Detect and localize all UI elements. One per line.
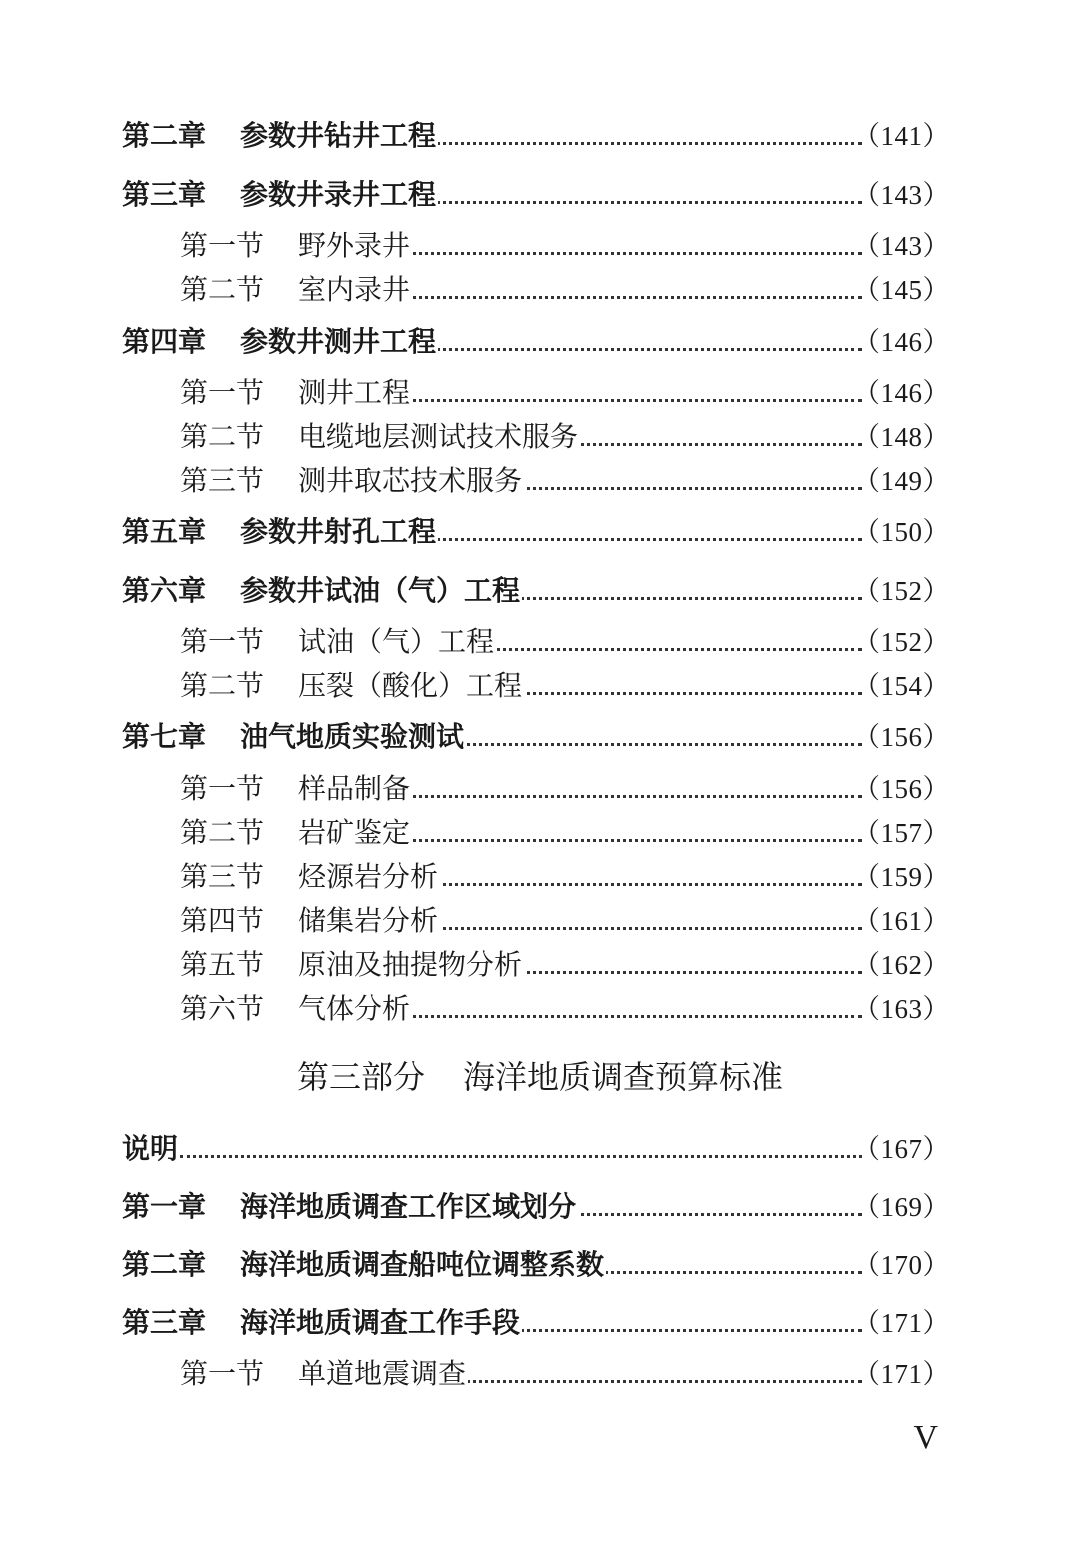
section-number: 第二节 — [180, 669, 265, 702]
section-number: 第六节 — [180, 992, 265, 1025]
toc-entry-section — [0, 415, 1080, 459]
toc-entry-section — [0, 664, 1080, 708]
page-number: （162） — [853, 950, 950, 980]
part-title: 海洋地质调查预算标准 — [463, 1058, 784, 1096]
page-number: （146） — [853, 327, 950, 357]
chapter-number: 第五章 — [122, 515, 207, 548]
chapter-number: 第一章 — [122, 1190, 207, 1223]
section-number: 第二节 — [180, 816, 265, 849]
part-heading — [0, 1052, 1080, 1102]
entry-title: 压裂（酸化）工程 — [298, 669, 523, 702]
toc-entry-chapter — [0, 114, 1080, 158]
toc-entry-section — [0, 224, 1080, 268]
entry-title: 储集岩分析 — [298, 904, 439, 937]
toc-entry-section — [0, 459, 1080, 503]
section-number: 第一节 — [180, 625, 265, 658]
section-number: 第三节 — [180, 464, 265, 497]
page-number: （152） — [853, 627, 950, 657]
entry-title: 测井工程 — [298, 376, 411, 409]
part-label: 第三部分 — [296, 1058, 425, 1096]
entry-title: 原油及抽提物分析 — [298, 948, 523, 981]
toc-entry-chapter — [0, 569, 1080, 613]
entry-title: 烃源岩分析 — [298, 860, 439, 893]
toc-entry-section — [0, 767, 1080, 811]
entry-title: 海洋地质调查船吨位调整系数 — [240, 1248, 605, 1281]
page-number: （152） — [853, 576, 950, 606]
toc-entry-chapter — [0, 1301, 1080, 1345]
chapter-number: 第三章 — [122, 1306, 207, 1339]
toc-entry-section — [0, 855, 1080, 899]
page-number: （143） — [853, 231, 950, 261]
entry-title: 海洋地质调查工作区域划分 — [240, 1190, 577, 1223]
section-number: 第一节 — [180, 772, 265, 805]
page-number: （167） — [853, 1134, 950, 1164]
page-number: （141） — [853, 121, 950, 151]
page-number: （159） — [853, 862, 950, 892]
page-number: （163） — [853, 994, 950, 1024]
entry-title: 气体分析 — [298, 992, 411, 1025]
page-number: （161） — [853, 906, 950, 936]
page-number: （149） — [853, 466, 950, 496]
entry-title: 单道地震调查 — [298, 1357, 467, 1390]
chapter-number: 第四章 — [122, 325, 207, 358]
page-number: （157） — [853, 818, 950, 848]
entry-title: 参数井射孔工程 — [240, 515, 437, 548]
entry-title: 试油（气）工程 — [298, 625, 495, 658]
page-number: （169） — [853, 1192, 950, 1222]
section-number: 第四节 — [180, 904, 265, 937]
chapter-number: 第六章 — [122, 574, 207, 607]
section-number: 第二节 — [180, 273, 265, 306]
page-number: （171） — [853, 1359, 950, 1389]
entry-title: 参数井试油（气）工程 — [240, 574, 521, 607]
page-number: （156） — [853, 722, 950, 752]
page-number: （143） — [853, 180, 950, 210]
entry-title: 海洋地质调查工作手段 — [240, 1306, 521, 1339]
toc-entry-section — [0, 1352, 1080, 1396]
entry-title: 样品制备 — [298, 772, 411, 805]
entry-title: 电缆地层测试技术服务 — [298, 420, 579, 453]
toc-entry-section — [0, 987, 1080, 1031]
toc-entry-section — [0, 620, 1080, 664]
entry-title: 测井取芯技术服务 — [298, 464, 523, 497]
entry-title: 参数井测井工程 — [240, 325, 437, 358]
entry-title: 野外录井 — [298, 229, 411, 262]
toc-entry-chapter — [0, 173, 1080, 217]
page-number: （171） — [853, 1308, 950, 1338]
section-number: 第三节 — [180, 860, 265, 893]
chapter-number: 第七章 — [122, 720, 207, 753]
section-number: 第一节 — [180, 376, 265, 409]
entry-title: 说明 — [122, 1132, 179, 1165]
entry-title: 参数井录井工程 — [240, 178, 437, 211]
chapter-number: 第二章 — [122, 119, 207, 152]
toc-entry-section — [0, 899, 1080, 943]
toc-entry-explanation — [0, 1127, 1080, 1171]
toc-entry-section — [0, 811, 1080, 855]
section-number: 第一节 — [180, 1357, 265, 1390]
toc-entry-section — [0, 371, 1080, 415]
entry-title: 岩矿鉴定 — [298, 816, 411, 849]
toc-entry-chapter — [0, 510, 1080, 554]
page-number: （148） — [853, 422, 950, 452]
chapter-number: 第三章 — [122, 178, 207, 211]
toc-entry-chapter — [0, 715, 1080, 759]
entry-title: 室内录井 — [298, 273, 411, 306]
chapter-number: 第二章 — [122, 1248, 207, 1281]
page-number: （154） — [853, 671, 950, 701]
page-number: （156） — [853, 774, 950, 804]
toc-entry-section — [0, 268, 1080, 312]
toc-entry-chapter — [0, 320, 1080, 364]
entry-title: 参数井钻井工程 — [240, 119, 437, 152]
toc-entry-section — [0, 943, 1080, 987]
page-folio: V — [913, 1419, 938, 1456]
dot-leader — [180, 1155, 862, 1158]
section-number: 第五节 — [180, 948, 265, 981]
section-number: 第二节 — [180, 420, 265, 453]
page-number: （150） — [853, 517, 950, 547]
toc-entry-chapter — [0, 1243, 1080, 1287]
entry-title: 油气地质实验测试 — [240, 720, 465, 753]
toc-entry-chapter — [0, 1185, 1080, 1229]
page-number: （146） — [853, 378, 950, 408]
section-number: 第一节 — [180, 229, 265, 262]
page-number: （145） — [853, 275, 950, 305]
page-number: （170） — [853, 1250, 950, 1280]
